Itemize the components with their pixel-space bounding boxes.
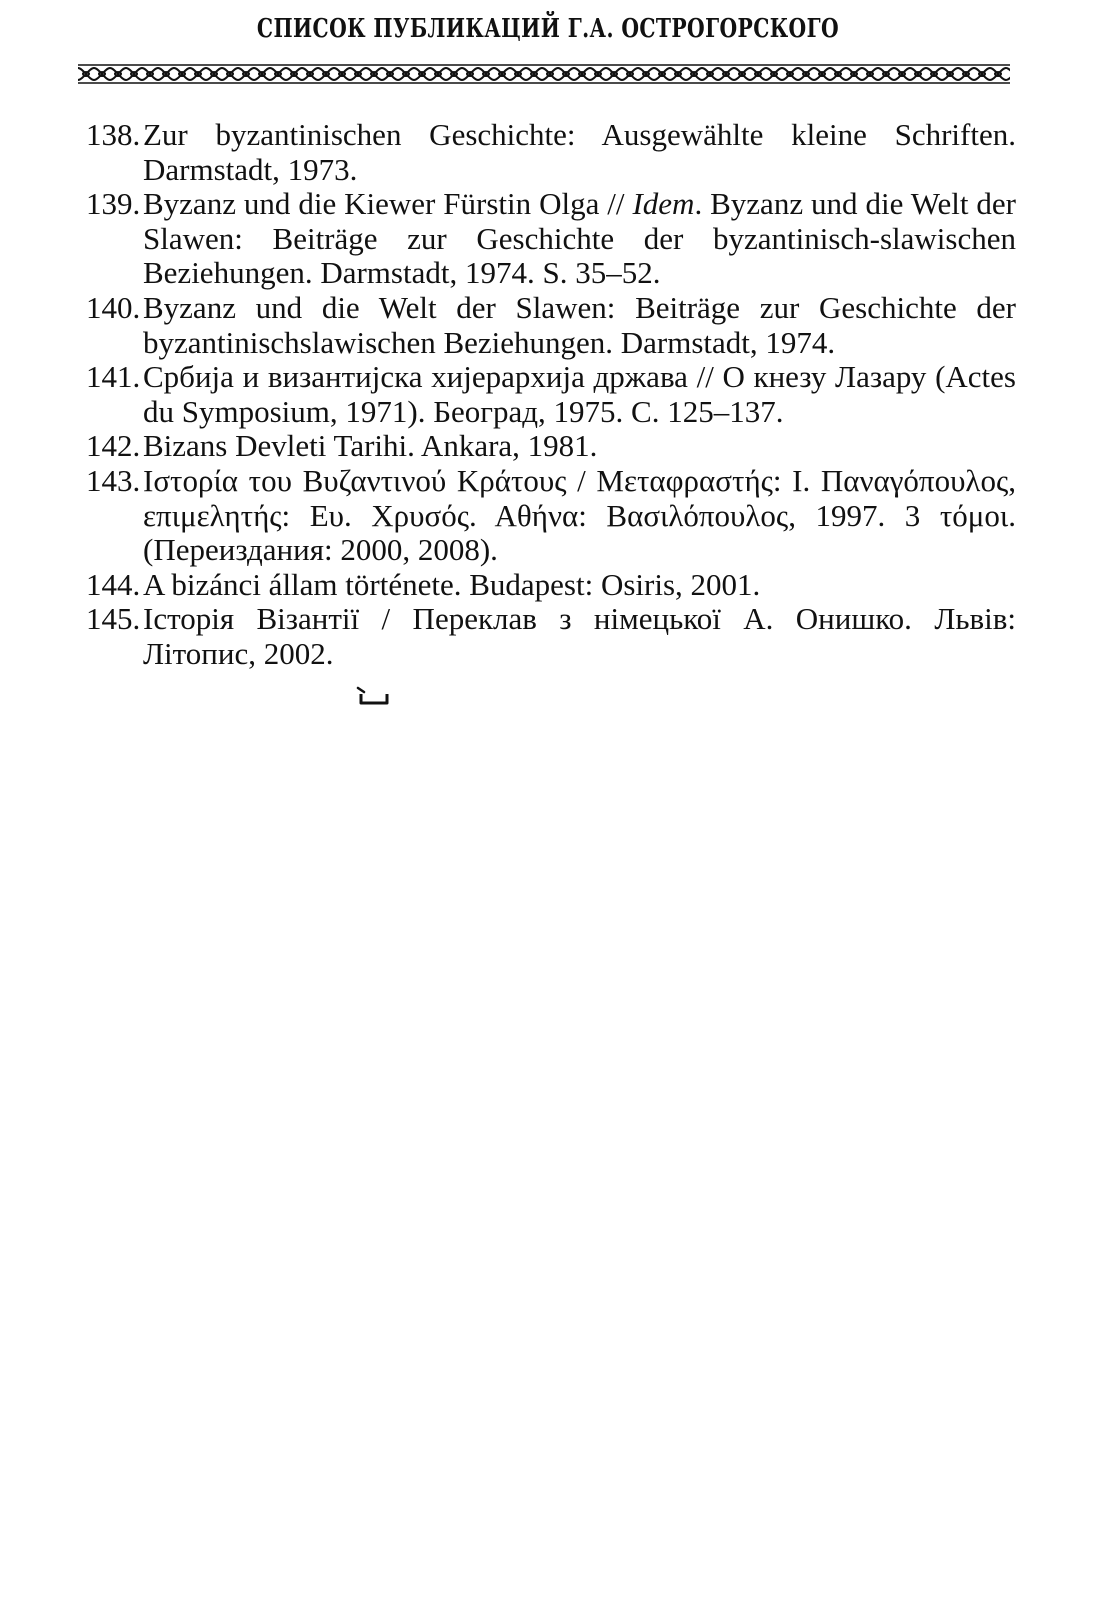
entry-number: 145. xyxy=(86,601,141,637)
publication-entry xyxy=(86,187,1016,291)
publication-entry xyxy=(86,429,1016,464)
page-running-head xyxy=(121,14,976,44)
entry-number: 142. xyxy=(86,428,141,464)
entry-number: 141. xyxy=(86,359,141,395)
entry-number: 139. xyxy=(86,186,141,222)
entry-citation: Ιστορία του Βυζαντινού Κράτους / Μεταφραστής: Ι. Παναγόπουλος, επιμελητής: Ευ. Χρυσός. Αθήνα: Βασιλόπουλος, 1997. 3 τόμοι. (Переиздания: 2000, 2008). xyxy=(143,462,1016,568)
entry-italic-term: Idem xyxy=(632,186,695,222)
entry-citation: Zur byzantinischen Geschichte: Ausgewählte kleine Schriften. Darmstadt, 1973. xyxy=(143,117,1016,187)
entry-citation: A bizánci állam története. Budapest: Osiris, 2001. xyxy=(143,566,761,602)
end-of-text-ornament-icon xyxy=(356,686,390,706)
running-head-title: СПИСОК ПУБЛИКАЦИЙ Г.А. ОСТРОГОРСКОГО xyxy=(256,14,840,44)
publication-entry xyxy=(86,360,1016,429)
entry-number: 143. xyxy=(86,462,141,498)
publication-entry xyxy=(86,568,1016,603)
publication-entry xyxy=(86,291,1016,360)
entry-citation: Byzanz und die Kiewer Fürstin Olga // Idem. Byzanz und die Welt der Slawen: Beiträge zur Geschichte der byzantinisch-slawischen Beziehungen. Darmstadt, 1974. S. 35–52. xyxy=(143,186,1016,291)
braided-band-ornament-icon xyxy=(78,63,1010,85)
publication-entry xyxy=(86,602,1016,671)
publication-list xyxy=(86,118,1016,672)
entry-citation: Історія Візантії / Переклав з німецької А. Онишко. Львів: Літопис, 2002. xyxy=(143,601,1016,671)
entry-number: 140. xyxy=(86,289,141,325)
entry-number: 138. xyxy=(86,117,141,152)
publication-entry xyxy=(86,118,1016,187)
entry-number: 144. xyxy=(86,566,141,602)
publication-entry xyxy=(86,464,1016,568)
entry-citation: Србија и византијска хијерархија држава // О кнезу Лазару (Actes du Symposium, 1971). Београд, 1975. С. 125–137. xyxy=(143,359,1016,429)
entry-citation: Byzanz und die Welt der Slawen: Beiträge zur Geschichte der byzantinischslawischen Beziehungen. Darmstadt, 1974. xyxy=(143,289,1016,360)
entry-citation: Bizans Devleti Tarihi. Ankara, 1981. xyxy=(143,428,598,464)
